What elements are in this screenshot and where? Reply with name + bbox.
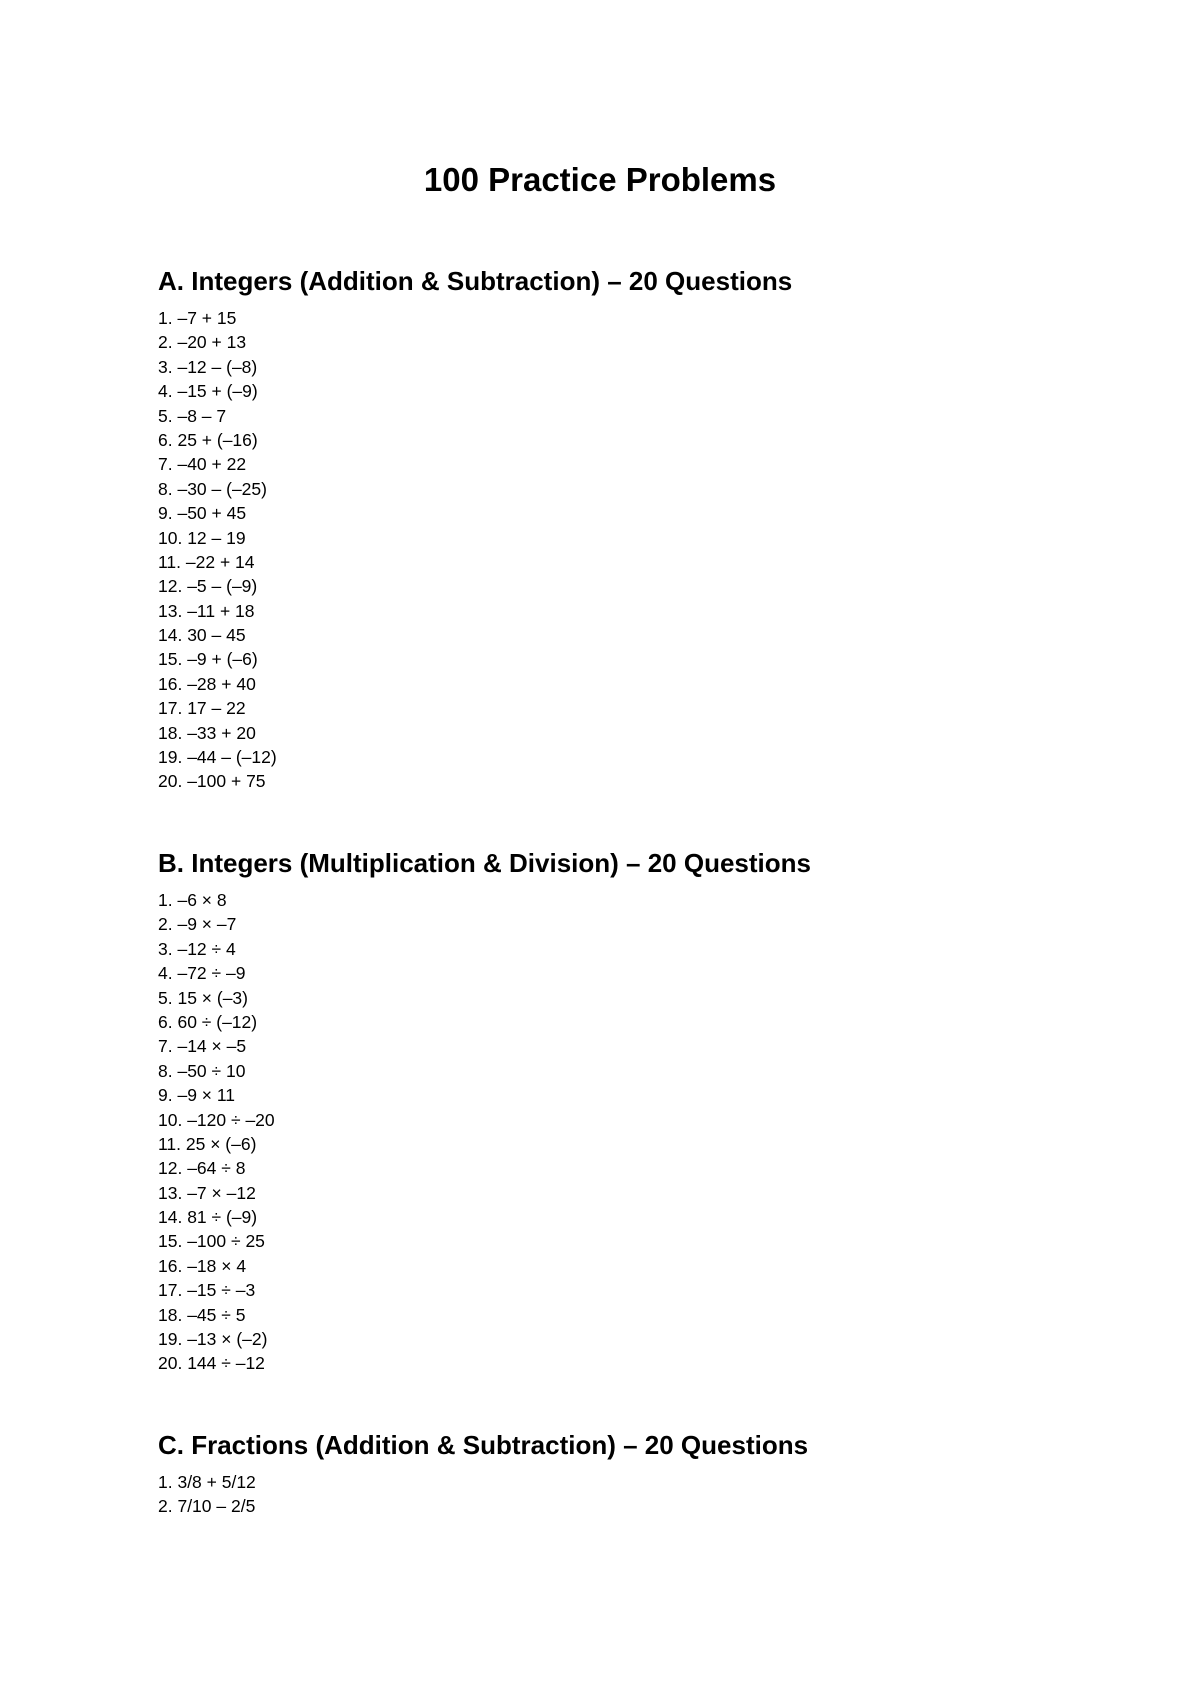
problem-item: 20. –100 + 75 (158, 771, 266, 792)
problem-item: 11. –22 + 14 (158, 551, 255, 572)
problem-list (158, 306, 1058, 794)
problem-item: 19. –44 – (–12) (158, 747, 277, 768)
problem-item: 20. 144 ÷ –12 (158, 1353, 265, 1374)
problem-item: 10. –120 ÷ –20 (158, 1109, 275, 1130)
problem-item: 17. –15 ÷ –3 (158, 1280, 256, 1301)
problem-item: 18. –45 ÷ 5 (158, 1304, 246, 1325)
problem-item: 5. –8 – 7 (158, 405, 227, 426)
problem-item: 1. –6 × 8 (158, 890, 227, 910)
problem-item: 10. 12 – 19 (158, 527, 246, 548)
problem-item: 17. 17 – 22 (158, 698, 246, 719)
problem-item: 12. –5 – (–9) (158, 576, 258, 597)
problem-item: 6. 25 + (–16) (158, 429, 258, 450)
problem-item: 3. –12 ÷ 4 (158, 938, 236, 959)
section-heading: A. Integers (Addition & Subtraction) – 20 Questions (158, 266, 793, 296)
problem-item: 6. 60 ÷ (–12) (158, 1011, 258, 1032)
problem-item: 4. –72 ÷ –9 (158, 963, 246, 984)
section-heading: B. Integers (Multiplication & Division) – 20 Questions (158, 848, 811, 878)
problem-item: 2. –9 × –7 (158, 914, 237, 935)
problem-item: 2. 7/10 – 2/5 (158, 1496, 256, 1517)
problem-item: 13. –7 × –12 (158, 1182, 256, 1203)
problem-item: 12. –64 ÷ 8 (158, 1158, 246, 1179)
problem-item: 15. –9 + (–6) (158, 649, 258, 670)
problem-item: 18. –33 + 20 (158, 722, 256, 743)
problem-item: 7. –40 + 22 (158, 454, 247, 475)
problem-item: 16. –28 + 40 (158, 673, 256, 694)
problem-item: 8. –30 – (–25) (158, 478, 267, 499)
section-c (158, 1430, 1058, 1519)
problem-item: 14. 30 – 45 (158, 625, 246, 646)
problem-item: 7. –14 × –5 (158, 1036, 247, 1057)
document-title: 100 Practice Problems (423, 161, 777, 198)
problem-item: 19. –13 × (–2) (158, 1329, 268, 1350)
problem-list (158, 1470, 1058, 1519)
problem-item: 9. –50 + 45 (158, 503, 247, 524)
problem-item: 8. –50 ÷ 10 (158, 1060, 246, 1081)
problem-list (158, 888, 1058, 1376)
section-b (158, 848, 1058, 1376)
problem-item: 16. –18 × 4 (158, 1255, 247, 1276)
problem-item: 1. –7 + 15 (158, 308, 237, 328)
problem-item: 15. –100 ÷ 25 (158, 1231, 265, 1252)
problem-item: 9. –9 × 11 (158, 1085, 236, 1106)
section-a (158, 266, 1058, 794)
problem-item: 4. –15 + (–9) (158, 381, 258, 402)
problem-item: 5. 15 × (–3) (158, 987, 248, 1008)
problem-item: 2. –20 + 13 (158, 332, 247, 353)
problem-item: 14. 81 ÷ (–9) (158, 1207, 258, 1228)
problem-item: 13. –11 + 18 (158, 600, 255, 621)
problem-item: 3. –12 – (–8) (158, 356, 258, 377)
section-heading: C. Fractions (Addition & Subtraction) – 20 Questions (158, 1430, 809, 1460)
problem-item: 11. 25 × (–6) (158, 1133, 257, 1154)
problem-item: 1. 3/8 + 5/12 (158, 1472, 256, 1492)
